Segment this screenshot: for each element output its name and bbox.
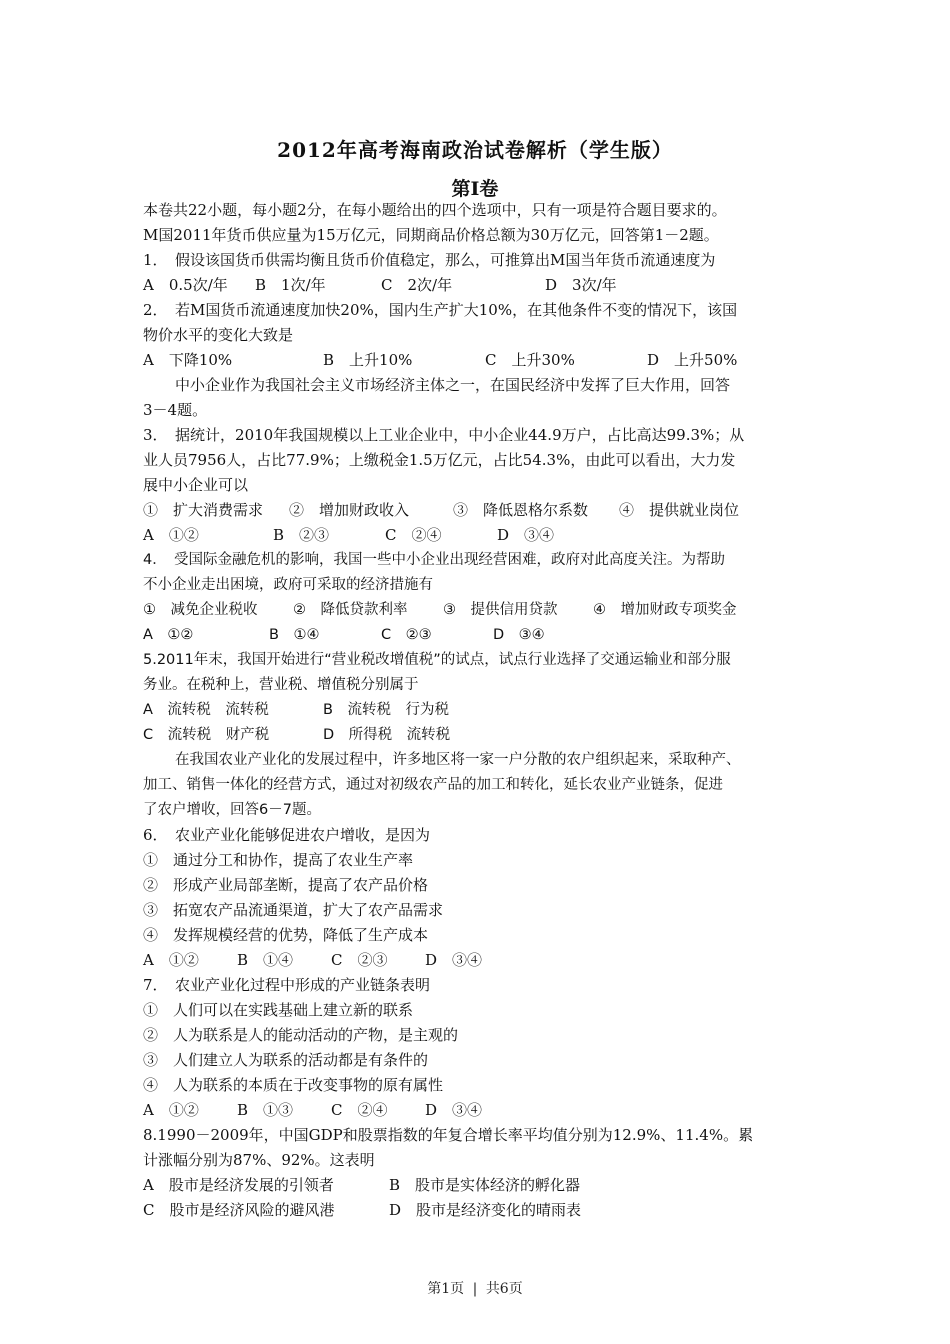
question-2-cont: 物价水平的变化大致是 — [143, 326, 294, 344]
section-heading: 第I卷 — [451, 178, 499, 200]
question-2: 2． 若M国货币流通速度加快20%，国内生产扩大10%，在其他条件不变的情况下，该国 — [143, 301, 738, 319]
context-3-4: 中小企业作为我国社会主义市场经济主体之一，在国民经济中发挥了巨大作用，回答 — [175, 376, 731, 394]
q8-option-b: B 股市是实体经济的孵化器 — [389, 1176, 581, 1194]
q2-option-c: C 上升30% — [485, 351, 575, 369]
q4-item-4: ④ 增加财政专项奖金 — [593, 602, 737, 618]
q3-item-4: ④ 提供就业岗位 — [619, 501, 740, 519]
q7-option-a: A ①② — [143, 1101, 199, 1119]
q8-option-d: D 股市是经济变化的晴雨表 — [389, 1201, 582, 1219]
intro-line: 本卷共22小题，每小题2分，在每小题给出的四个选项中，只有一项是符合题目要求的。 — [143, 201, 727, 219]
q4-option-a: A ①② — [143, 627, 194, 643]
q1-option-c: C 2次/年 — [381, 276, 453, 294]
q1-options — [143, 273, 813, 298]
question-7: 7． 农业产业化过程中形成的产业链条表明 — [143, 976, 431, 994]
q4-items — [143, 598, 813, 623]
q3-item-1: ① 扩大消费需求 — [143, 501, 264, 519]
question-6: 6． 农业产业化能够促进农户增收，是因为 — [143, 826, 431, 844]
context-line: M国2011年货币供应量为15万亿元，同期商品价格总额为30万亿元，回答第1－2题。 — [143, 226, 719, 244]
question-3-cont1: 业人员7956人，占比77.9%；上缴税金1.5万亿元，占比54.3%，由此可以看出，大力发 — [143, 451, 736, 469]
page-number: 第1页 — [427, 1281, 465, 1297]
q5-option-c: C 流转税 财产税 — [143, 727, 270, 743]
context-3-4-cont: 3－4题。 — [143, 401, 208, 419]
question-8-cont: 计涨幅分别为87%、92%。这表明 — [143, 1151, 375, 1169]
context-6-7-cont1: 加工、销售一体化的经营方式，通过对初级农产品的加工和转化，延长农业产业链条，促进 — [143, 777, 723, 793]
q1-option-d: D 3次/年 — [545, 276, 617, 294]
q5-option-a: A 流转税 流转税 — [143, 702, 269, 718]
q7-option-c: C ②④ — [331, 1101, 388, 1119]
question-5-cont: 务业。在税种上，营业税、增值税分别属于 — [143, 677, 419, 693]
question-4: 4． 受国际金融危机的影响，我国一些中小企业出现经营困难，政府对此高度关注。为帮助 — [143, 552, 725, 568]
q6-option-b: B ①④ — [237, 951, 294, 969]
q4-item-2: ② 降低贷款利率 — [293, 602, 408, 618]
q8-options-ab — [143, 1173, 813, 1198]
q8-options-cd — [143, 1198, 813, 1223]
page-total: 共6页 — [485, 1281, 523, 1297]
question-3: 3． 据统计，2010年我国规模以上工业企业中，中小企业44.9万户，占比高达99.3%；从 — [143, 426, 745, 444]
q6-options — [143, 948, 813, 973]
q5-option-b: B 流转税 行为税 — [323, 702, 449, 718]
q8-option-c: C 股市是经济风险的避风港 — [143, 1201, 335, 1219]
q1-option-a: A 0.5次/年 — [143, 276, 228, 294]
q2-options — [143, 348, 813, 373]
question-1: 1． 假设该国货币供需均衡且货币价值稳定，那么，可推算出M国当年货币流通速度为 — [143, 251, 716, 269]
q5-options-ab — [143, 698, 813, 723]
question-5: 5.2011年末，我国开始进行“营业税改增值税”的试点，试点行业选择了交通运输业和部分服 — [143, 652, 731, 668]
footer-separator: | — [472, 1281, 478, 1297]
q6-item-3: ③ 拓宽农产品流通渠道，扩大了农产品需求 — [143, 901, 444, 919]
q2-option-d: D 上升50% — [647, 351, 738, 369]
q5-option-d: D 所得税 流转税 — [323, 727, 451, 743]
exam-body — [143, 198, 813, 1223]
context-6-7-cont2: 了农户增收，回答6－7题。 — [143, 802, 321, 818]
q7-item-1: ① 人们可以在实践基础上建立新的联系 — [143, 1001, 414, 1019]
q3-option-d: D ③④ — [497, 526, 555, 544]
q6-item-4: ④ 发挥规模经营的优势，降低了生产成本 — [143, 926, 429, 944]
q2-option-b: B 上升10% — [323, 351, 413, 369]
q6-item-1: ① 通过分工和协作，提高了农业生产率 — [143, 851, 414, 869]
q8-option-a: A 股市是经济发展的引领者 — [143, 1176, 334, 1194]
q4-item-1: ① 减免企业税收 — [143, 602, 258, 618]
q6-option-a: A ①② — [143, 951, 199, 969]
q7-item-3: ③ 人们建立人为联系的活动都是有条件的 — [143, 1051, 429, 1069]
q2-option-a: A 下降10% — [143, 351, 233, 369]
q3-item-2: ② 增加财政收入 — [289, 501, 410, 519]
q7-option-d: D ③④ — [425, 1101, 483, 1119]
q3-option-b: B ②③ — [273, 526, 330, 544]
q6-option-c: C ②③ — [331, 951, 388, 969]
q5-options-cd — [143, 723, 813, 748]
question-3-cont2: 展中小企业可以 — [143, 476, 249, 494]
q6-item-2: ② 形成产业局部垄断，提高了农产品价格 — [143, 876, 429, 894]
q7-item-4: ④ 人为联系的本质在于改变事物的原有属性 — [143, 1076, 444, 1094]
q6-option-d: D ③④ — [425, 951, 483, 969]
q7-options — [143, 1098, 813, 1123]
context-6-7: 在我国农业产业化的发展过程中，许多地区将一家一户分散的农户组织起来，采取种产、 — [175, 752, 741, 768]
page-footer — [0, 1278, 950, 1298]
q3-option-c: C ②④ — [385, 526, 442, 544]
page-title: 2012年高考海南政治试卷解析（学生版） — [277, 138, 673, 162]
q3-item-3: ③ 降低恩格尔系数 — [453, 501, 589, 519]
q3-items — [143, 498, 813, 523]
question-4-cont: 不小企业走出困境，政府可采取的经济措施有 — [143, 577, 433, 593]
q4-options — [143, 623, 813, 648]
q1-option-b: B 1次/年 — [255, 276, 326, 294]
q4-option-d: D ③④ — [493, 627, 545, 643]
q3-option-a: A ①② — [143, 526, 199, 544]
q4-item-3: ③ 提供信用贷款 — [443, 602, 558, 618]
q7-item-2: ② 人为联系是人的能动活动的产物，是主观的 — [143, 1026, 459, 1044]
q3-options — [143, 523, 813, 548]
q4-option-b: B ①④ — [269, 627, 320, 643]
q4-option-c: C ②③ — [381, 627, 432, 643]
q7-option-b: B ①③ — [237, 1101, 294, 1119]
question-8: 8.1990－2009年，中国GDP和股票指数的年复合增长率平均值分别为12.9%、11.4%。累 — [143, 1126, 754, 1144]
